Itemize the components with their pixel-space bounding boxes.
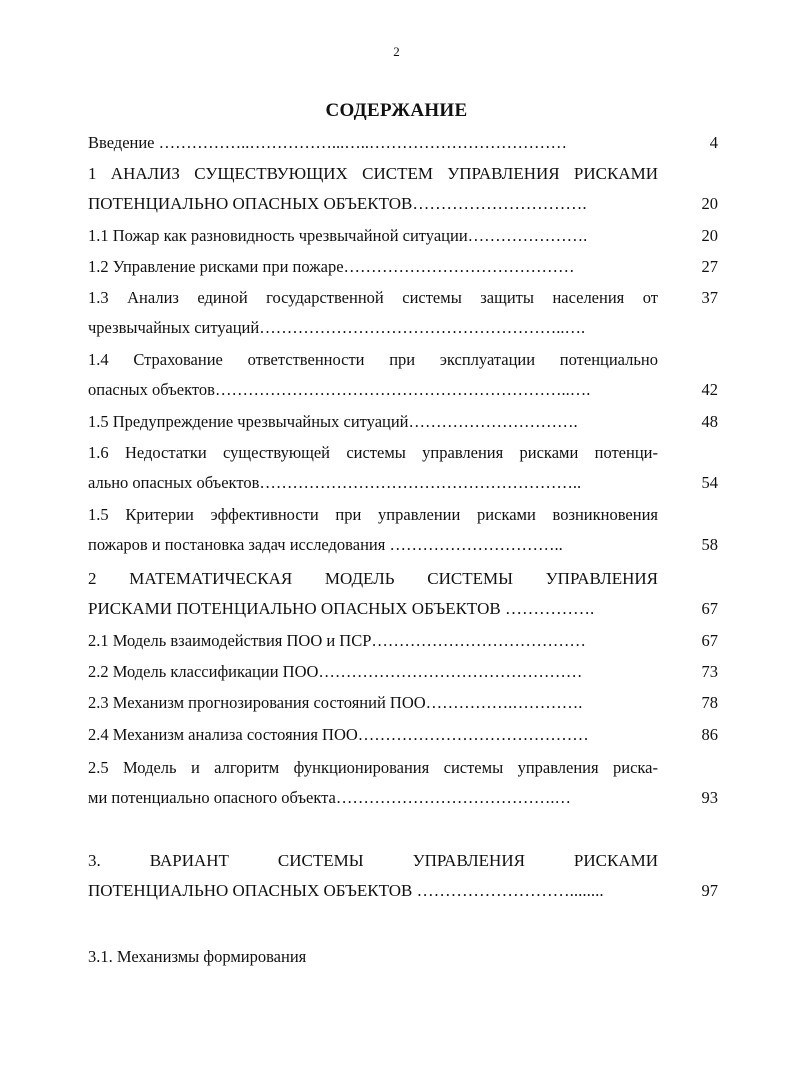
toc-page-number: 86 <box>701 725 718 744</box>
toc-page-number: 42 <box>701 380 718 399</box>
toc-entry-text: 2.2 Модель классификации ПОО………………………………………… <box>88 662 583 681</box>
toc-entry-chapter-2 <box>88 564 718 624</box>
toc-entry-text: ПОТЕНЦИАЛЬНО ОПАСНЫХ ОБЪЕКТОВ…………………………. <box>88 194 587 213</box>
toc-entry-text: 2.4 Механизм анализа состояния ПОО…………………………………… <box>88 725 589 744</box>
page-number: 2 <box>393 44 400 59</box>
toc-entry-text: 2.3 Механизм прогнозирования состояний ПОО…………….…………. <box>88 693 583 712</box>
toc-entry-2-3 <box>88 688 718 718</box>
toc-entry-text: опасных объектов………………………………………………………..…. <box>88 380 591 399</box>
toc-page-number: 4 <box>709 133 718 152</box>
toc-page-number: 20 <box>701 194 718 213</box>
toc-entry-text: 1.4 Страхование ответственности при эксплуатации потенциально <box>88 350 658 369</box>
toc-page-number: 97 <box>701 881 718 900</box>
toc-entry-text: 1 АНАЛИЗ СУЩЕСТВУЮЩИХ СИСТЕМ УПРАВЛЕНИЯ РИСКАМИ <box>88 164 658 183</box>
toc-entry-introduction <box>88 128 718 158</box>
toc-entry-text: 1.3 Анализ единой государственной системы защиты населения от <box>88 288 658 307</box>
toc-entry-1-6 <box>88 438 718 498</box>
toc-entry-text: ально опасных объектов………………………………………………….. <box>88 473 582 492</box>
toc-entry-2-2 <box>88 657 718 687</box>
toc-entry-3-1 <box>88 942 718 972</box>
toc-entry-text: 3. ВАРИАНТ СИСТЕМЫ УПРАВЛЕНИЯ РИСКАМИ <box>88 851 658 870</box>
toc-page-number: 37 <box>701 288 718 307</box>
toc-entry-text: 2 МАТЕМАТИЧЕСКАЯ МОДЕЛЬ СИСТЕМЫ УПРАВЛЕНИЯ <box>88 569 658 588</box>
toc-entry-1-4 <box>88 345 718 405</box>
toc-entry-text: 2.1 Модель взаимодействия ПОО и ПСР………………………………… <box>88 631 586 650</box>
toc-page-number: 73 <box>701 662 718 681</box>
toc-entry-text: чрезвычайных ситуаций………………………………………………..…. <box>88 318 586 337</box>
toc-entry-2-4 <box>88 720 718 750</box>
toc-entry-1-5-criteria <box>88 500 718 560</box>
toc-entry-1-1 <box>88 221 718 251</box>
toc-entry-text: 3.1. Механизмы формирования <box>88 947 307 966</box>
toc-entry-text: 1.1 Пожар как разновидность чрезвычайной ситуации…………………. <box>88 226 588 245</box>
toc-entry-text: 1.5 Критерии эффективности при управлении рисками возникновения <box>88 505 658 524</box>
toc-page-number: 20 <box>701 226 718 245</box>
toc-entry-2-5 <box>88 753 718 813</box>
toc-entry-text: 1.6 Недостатки существующей системы управления рисками потенци- <box>88 443 658 462</box>
toc-page-number: 93 <box>701 788 718 807</box>
toc-entry-text: 2.5 Модель и алгоритм функционирования системы управления риска- <box>88 758 658 777</box>
toc-entry-1-5 <box>88 407 718 437</box>
toc-entry-chapter-3 <box>88 846 718 906</box>
toc-entry-1-2 <box>88 252 718 282</box>
toc-entry-text: РИСКАМИ ПОТЕНЦИАЛЬНО ОПАСНЫХ ОБЪЕКТОВ ……………. <box>88 599 595 618</box>
toc-entry-text: ми потенциально опасного объекта………………………………….… <box>88 788 572 807</box>
toc-page-number: 67 <box>701 599 718 618</box>
toc-entry-chapter-1 <box>88 159 718 219</box>
page-title: СОДЕРЖАНИЕ <box>325 100 468 121</box>
toc-entry-1-3 <box>88 283 718 343</box>
toc-entry-text: пожаров и постановка задач исследования ………………………….. <box>88 535 563 554</box>
toc-entry-text: 1.2 Управление рисками при пожаре…………………………………… <box>88 257 575 276</box>
toc-page-number: 78 <box>701 693 718 712</box>
toc-page-number: 27 <box>701 257 718 276</box>
toc-page-number: 54 <box>701 473 718 492</box>
toc-page-number: 48 <box>701 412 718 431</box>
toc-page-number: 67 <box>701 631 718 650</box>
toc-entry-text: 1.5 Предупреждение чрезвычайных ситуаций…………………………. <box>88 412 578 431</box>
toc-entry-text: ПОТЕНЦИАЛЬНО ОПАСНЫХ ОБЪЕКТОВ ………………………........ <box>88 881 604 900</box>
toc-page-number: 58 <box>701 535 718 554</box>
toc-entry-2-1 <box>88 626 718 656</box>
toc-entry-text: Введение ……………..……………...…..……………………………… <box>88 133 568 152</box>
